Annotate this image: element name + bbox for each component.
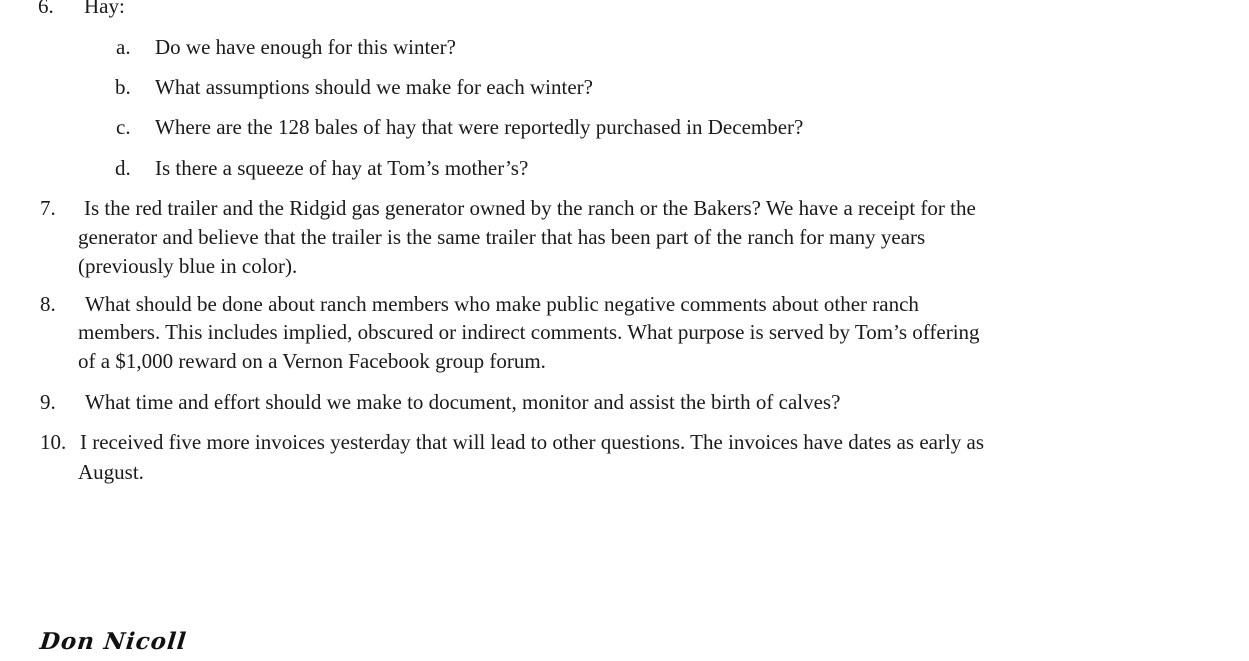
- item-7-line-1: Is the red trailer and the Ridgid gas generator owned by the ranch or the Bakers? We have a receipt for the: [84, 196, 976, 220]
- item-8-line-3: of a $1,000 reward on a Vernon Facebook group forum.: [78, 349, 546, 373]
- item-6b-text: What assumptions should we make for each winter?: [155, 75, 593, 99]
- item-9-line-1: What time and effort should we make to document, monitor and assist the birth of calves?: [85, 390, 841, 414]
- item-6c-text: Where are the 128 bales of hay that were reportedly purchased in December?: [155, 115, 804, 139]
- item-10-number: 10.: [40, 430, 67, 454]
- item-10-line-2: August.: [78, 460, 144, 484]
- item-6-number: 6.: [38, 0, 54, 18]
- item-10-line-1: I received five more invoices yesterday that will lead to other questions. The invoices have dates as early as: [80, 430, 985, 454]
- item-8-line-1: What should be done about ranch members who make public negative comments about other ranch: [85, 292, 919, 316]
- item-6d-letter: d.: [115, 156, 131, 180]
- item-7-line-2: generator and believe that the trailer is the same trailer that has been part of the ranch for many years: [78, 225, 926, 249]
- item-7-line-3: (previously blue in color).: [78, 254, 298, 278]
- item-8-number: 8.: [40, 292, 56, 316]
- item-9-number: 9.: [40, 390, 56, 414]
- item-6b-letter: b.: [115, 75, 131, 99]
- item-6-title: Hay:: [84, 0, 125, 18]
- item-6d-text: Is there a squeeze of hay at Tom’s mother’s?: [155, 156, 529, 180]
- item-6c-letter: c.: [116, 115, 131, 139]
- item-8-line-2: members. This includes implied, obscured or indirect comments. What purpose is served by Tom’s offering: [78, 320, 980, 344]
- item-6a-letter: a.: [116, 35, 131, 59]
- signature: Don Nicoll: [38, 628, 189, 655]
- item-6a-text: Do we have enough for this winter?: [155, 35, 456, 59]
- item-7-number: 7.: [40, 196, 56, 220]
